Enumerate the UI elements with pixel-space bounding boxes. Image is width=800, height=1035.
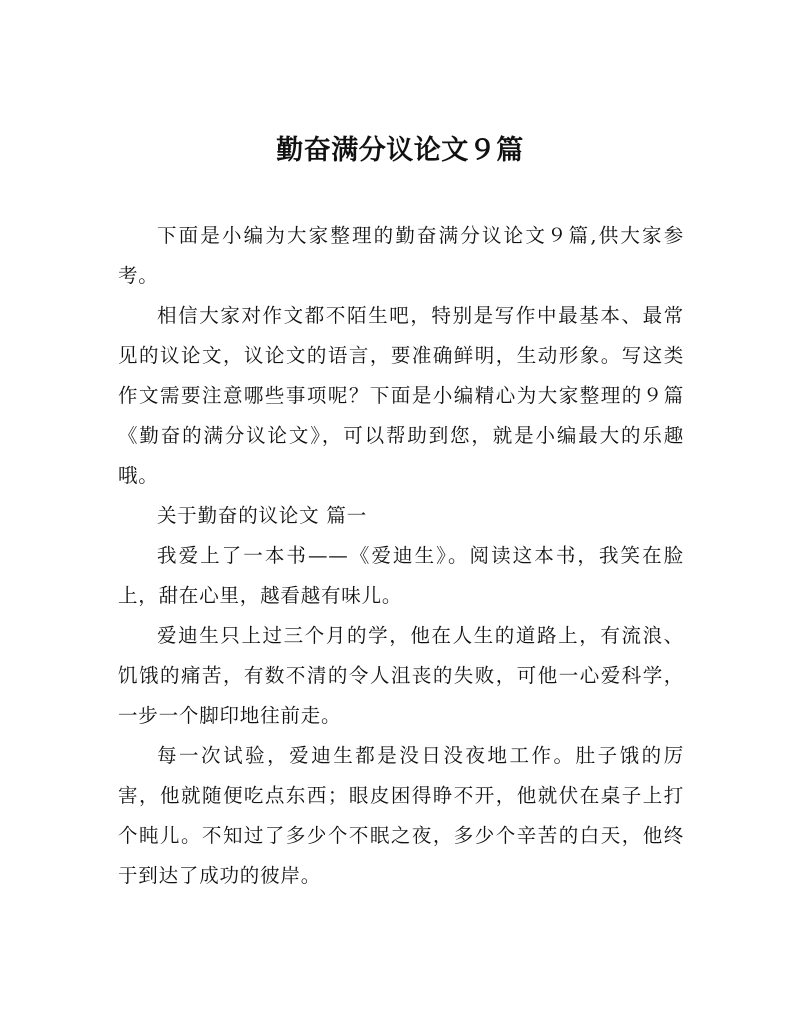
document-body	[118, 216, 684, 896]
body-paragraph: 每一次试验，爱迪生都是没日没夜地工作。肚子饿的厉害，他就随便吃点东西；眼皮困得睁不开，他就伏在桌子上打个盹儿。不知过了多少个不眠之夜，多少个辛苦的白天，他终于到达了成功的彼岸。	[118, 744, 684, 887]
body-paragraph: 我爱上了一本书——《爱迪生》。阅读这本书，我笑在脸上，甜在心里，越看越有味儿。	[118, 544, 684, 607]
body-paragraph: 爱迪生只上过三个月的学，他在人生的道路上，有流浪、饥饿的痛苦，有数不清的令人沮丧的失败，可他一心爱科学，一步一个脚印地往前走。	[118, 624, 684, 727]
section-heading: 关于勤奋的议论文 篇一	[157, 504, 367, 527]
preface-paragraph: 相信大家对作文都不陌生吧，特别是写作中最基本、最常见的议论文，议论文的语言，要准确鲜明，生动形象。写这类作文需要注意哪些事项呢？下面是小编精心为大家整理的９篇《勤奋的满分议论文》，可以帮助到您，就是小编最大的乐趣哦。	[118, 304, 684, 487]
intro-paragraph: 下面是小编为大家整理的勤奋满分议论文９篇,供大家参考。	[118, 224, 684, 287]
page-title: 勤奋满分议论文９篇	[276, 135, 524, 166]
